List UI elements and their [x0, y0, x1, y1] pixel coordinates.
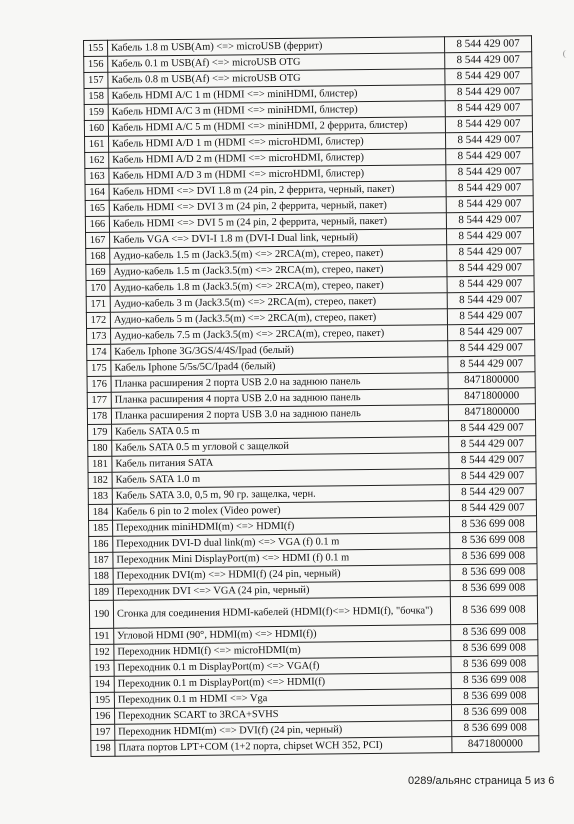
row-description: Планка расширения 2 порта USB 2.0 на заднюю панель	[111, 373, 448, 393]
row-description: Кабель VGA <=> DVI-I 1.8 m (DVI-I Dual link, черный)	[110, 229, 447, 249]
row-number: 165	[85, 200, 109, 216]
row-description: Аудио-кабель 5 m (Jack3.5(m) <=> 2RCA(m), стерео, пакет)	[110, 309, 447, 329]
row-number: 161	[85, 136, 109, 152]
row-description: Кабель питания SATA	[112, 453, 449, 473]
row-code: 8 536 699 008	[451, 672, 538, 689]
row-description: Кабель SATA 0.5 m угловой с защелкой	[112, 437, 449, 457]
row-description: Планка расширения 4 порта USB 2.0 на заднюю панель	[111, 389, 448, 409]
row-number: 193	[90, 660, 114, 676]
row-code: 8 544 429 007	[449, 468, 536, 485]
row-description: Аудио-кабель 1.8 m (Jack3.5(m) <=> 2RCA(m), стерео, пакет)	[110, 277, 447, 297]
row-description: Кабель SATA 0.5 m	[112, 421, 449, 441]
row-number: 190	[89, 600, 113, 628]
row-code: 8 536 699 008	[450, 596, 537, 625]
row-code: 8 544 429 007	[447, 308, 534, 325]
row-number: 195	[90, 692, 114, 708]
row-description: Аудио-кабель 3 m (Jack3.5(m) <=> 2RCA(m), стерео, пакет)	[110, 293, 447, 313]
product-code-table	[83, 35, 539, 757]
row-number: 157	[84, 72, 108, 88]
row-description: Переходник 0.1 m DisplayPort(m) <=> HDMI(f)	[114, 673, 451, 693]
row-code: 8 544 429 007	[446, 164, 533, 181]
row-number: 168	[86, 248, 110, 264]
row-code: 8 544 429 007	[449, 436, 536, 453]
row-number: 163	[85, 168, 109, 184]
row-number: 192	[90, 644, 114, 660]
row-code: 8 544 429 007	[449, 420, 536, 437]
row-description: Переходник HDMI(f) <=> microHDMI(m)	[114, 641, 451, 661]
row-code: 8471800000	[448, 388, 535, 405]
row-number: 173	[87, 328, 111, 344]
row-code: 8 536 699 008	[450, 564, 537, 581]
row-code: 8 536 699 008	[450, 516, 537, 533]
row-code: 8471800000	[448, 372, 535, 389]
row-description: Переходник 0.1 m HDMI <=> Vga	[114, 689, 451, 709]
row-code: 8 536 699 008	[452, 720, 539, 737]
row-description: Кабель Iphone 5/5s/5C/Ipad4 (белый)	[111, 357, 448, 377]
page-footer: 0289/альянс страница 5 из 6	[408, 775, 555, 787]
row-code: 8 544 429 007	[446, 196, 533, 213]
row-code: 8 544 429 007	[447, 276, 534, 293]
row-code: 8 536 699 008	[451, 640, 538, 657]
row-code: 8 544 429 007	[448, 340, 535, 357]
row-description: Кабель HDMI A/C 5 m (HDMI <=> miniHDMI, 2 феррита, блистер)	[108, 117, 445, 137]
row-code: 8 544 429 007	[446, 148, 533, 165]
row-number: 187	[89, 552, 113, 568]
row-code: 8 536 699 008	[450, 580, 537, 597]
row-code: 8 544 429 007	[448, 356, 535, 373]
row-description: Переходник SCART to 3RCA+SVHS	[114, 705, 451, 725]
row-number: 155	[84, 40, 108, 56]
row-number: 170	[86, 280, 110, 296]
row-description: Кабель HDMI A/C 3 m (HDMI <=> miniHDMI, блистер)	[108, 101, 445, 121]
row-number: 156	[84, 56, 108, 72]
row-number: 181	[88, 456, 112, 472]
row-number: 197	[91, 724, 115, 740]
row-description: Угловой HDMI (90°, HDMI(m) <=> HDMI(f))	[114, 625, 451, 645]
row-code: 8 544 429 007	[446, 228, 533, 245]
row-number: 160	[84, 120, 108, 136]
row-code: 8 536 699 008	[451, 688, 538, 705]
row-number: 183	[88, 488, 112, 504]
row-number: 186	[89, 536, 113, 552]
row-code: 8471800000	[452, 736, 539, 753]
row-number: 194	[90, 676, 114, 692]
row-number: 180	[88, 440, 112, 456]
row-description: Планка расширения 2 порта USB 3.0 на заднюю панель	[111, 405, 448, 425]
row-number: 169	[86, 264, 110, 280]
row-number: 185	[89, 520, 113, 536]
row-code: 8 544 429 007	[449, 452, 536, 469]
row-number: 175	[87, 360, 111, 376]
row-description: Аудио-кабель 1.5 m (Jack3.5(m) <=> 2RCA(m), стерео, пакет)	[110, 261, 447, 281]
row-number: 177	[87, 392, 111, 408]
row-description: Кабель HDMI A/D 3 m (HDMI <=> microHDMI, блистер)	[109, 165, 446, 185]
row-description: Кабель HDMI A/D 1 m (HDMI <=> microHDMI, блистер)	[109, 133, 446, 153]
row-code: 8 544 429 007	[446, 212, 533, 229]
row-description: Плата портов LPT+COM (1+2 порта, chipset WCH 352, PCI)	[115, 737, 452, 757]
row-code: 8 544 429 007	[445, 116, 532, 133]
table-body	[84, 36, 539, 757]
row-description: Переходник Mini DisplayPort(m) <=> HDMI (f) 0.1 m	[113, 549, 450, 569]
row-description: Кабель 6 pin to 2 molex (Video power)	[112, 501, 449, 521]
row-code: 8 544 429 007	[444, 36, 531, 53]
row-description: Переходник DVI(m) <=> HDMI(f) (24 pin, черный)	[113, 565, 450, 585]
row-code: 8 544 429 007	[447, 260, 534, 277]
row-description: Кабель SATA 1.0 m	[112, 469, 449, 489]
row-description: Аудио-кабель 1.5 m (Jack3.5(m) <=> 2RCA(m), стерео, пакет)	[110, 245, 447, 265]
row-description: Переходник DVI <=> VGA (24 pin, черный)	[113, 581, 450, 601]
row-number: 198	[91, 740, 115, 756]
row-code: 8 536 699 008	[450, 532, 537, 549]
row-number: 184	[88, 504, 112, 520]
row-number: 159	[84, 104, 108, 120]
row-number: 176	[87, 376, 111, 392]
row-number: 172	[86, 312, 110, 328]
row-code: 8 544 429 007	[445, 132, 532, 149]
row-description: Переходник HDMI(m) <=> DVI(f) (24 pin, черный)	[115, 721, 452, 741]
row-code: 8 536 699 008	[451, 656, 538, 673]
row-code: 8 544 429 007	[445, 84, 532, 101]
row-number: 188	[89, 568, 113, 584]
row-description: Кабель HDMI <=> DVI 3 m (24 pin, 2 феррита, черный, пакет)	[109, 197, 446, 217]
row-number: 162	[85, 152, 109, 168]
row-code: 8 544 429 007	[445, 100, 532, 117]
row-code: 8 544 429 007	[447, 244, 534, 261]
row-code: 8 536 699 008	[451, 624, 538, 641]
row-number: 166	[85, 216, 109, 232]
row-description: Сгонка для соединения HDMI-кабелей (HDMI(f)<=> HDMI(f), "бочка")	[113, 597, 450, 629]
row-description: Кабель HDMI A/D 2 m (HDMI <=> microHDMI, блистер)	[109, 149, 446, 169]
row-number: 196	[91, 708, 115, 724]
row-number: 179	[88, 424, 112, 440]
row-number: 164	[85, 184, 109, 200]
row-number: 182	[88, 472, 112, 488]
row-description: Кабель HDMI <=> DVI 1.8 m (24 pin, 2 феррита, черный, пакет)	[109, 181, 446, 201]
row-description: Кабель 0.8 m USB(Af) <=> microUSB OTG	[108, 69, 445, 89]
row-number: 191	[90, 628, 114, 644]
row-description: Кабель Iphone 3G/3GS/4/4S/Ipad (белый)	[111, 341, 448, 361]
row-code: 8 544 429 007	[447, 292, 534, 309]
row-code: 8 536 699 008	[451, 704, 538, 721]
row-description: Переходник DVI-D dual link(m) <=> VGA (f) 0.1 m	[113, 533, 450, 553]
row-number: 171	[86, 296, 110, 312]
row-code: 8 544 429 007	[449, 500, 536, 517]
row-number: 178	[87, 408, 111, 424]
row-number: 167	[86, 232, 110, 248]
row-code: 8 544 429 007	[445, 52, 532, 69]
row-description: Переходник 0.1 m DisplayPort(m) <=> VGA(f)	[114, 657, 451, 677]
row-code: 8471800000	[448, 404, 535, 421]
row-code: 8 544 429 007	[445, 68, 532, 85]
row-number: 158	[84, 88, 108, 104]
row-number: 189	[89, 584, 113, 600]
row-description: Кабель HDMI <=> DVI 5 m (24 pin, 2 феррита, черный, пакет)	[109, 213, 446, 233]
row-description: Переходник miniHDMI(m) <=> HDMI(f)	[113, 517, 450, 537]
table-row	[91, 736, 539, 757]
row-code: 8 544 429 007	[446, 180, 533, 197]
row-description: Кабель HDMI A/C 1 m (HDMI <=> miniHDMI, блистер)	[108, 85, 445, 105]
row-description: Кабель 0.1 m USB(Af) <=> microUSB OTG	[108, 53, 445, 73]
row-code: 8 536 699 008	[450, 548, 537, 565]
row-code: 8 544 429 007	[448, 324, 535, 341]
row-number: 174	[87, 344, 111, 360]
row-code: 8 544 429 007	[449, 484, 536, 501]
row-description: Кабель 1.8 m USB(Am) <=> microUSB (феррит)	[108, 37, 445, 57]
row-description: Аудио-кабель 7.5 m (Jack3.5(m) <=> 2RCA(m), стерео, пакет)	[111, 325, 448, 345]
row-description: Кабель SATA 3.0, 0,5 m, 90 гр. защелка, черн.	[112, 485, 449, 505]
margin-mark	[563, 50, 570, 58]
